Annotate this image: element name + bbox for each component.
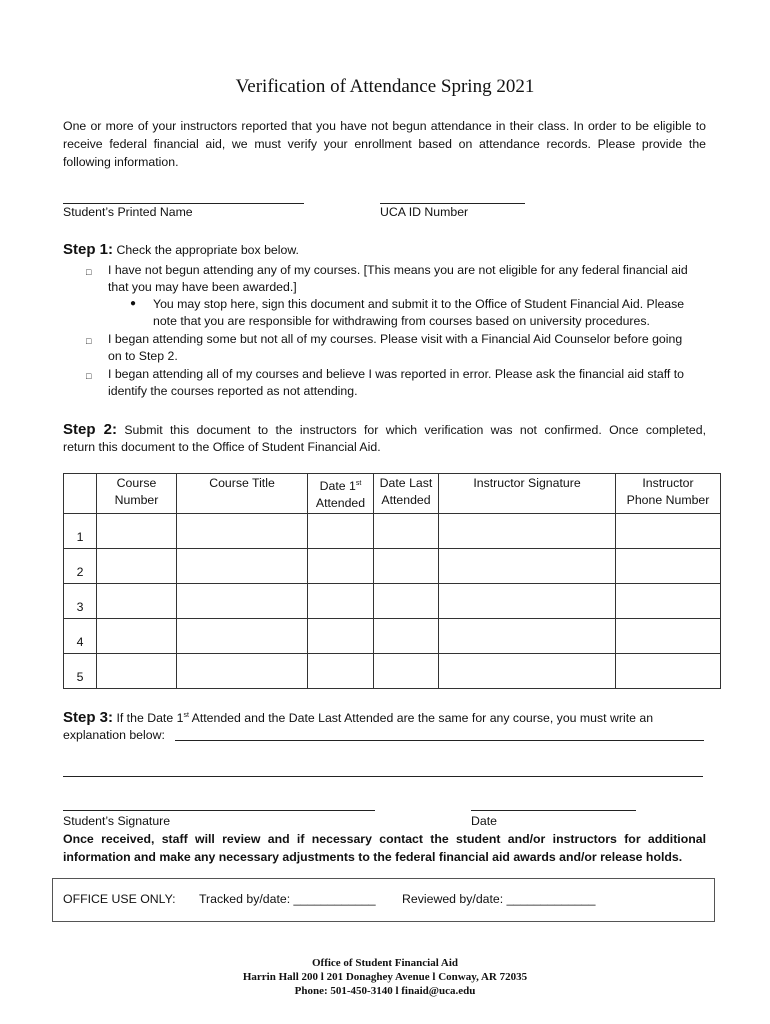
checkbox-some-attending[interactable]: □ [86,336,92,346]
date-first-cell[interactable] [308,514,374,549]
footer-address: Harrin Hall 200 l 201 Donaghey Avenue l Conway, AR 72035 [242,971,528,983]
intro-paragraph: One or more of your instructors reported that you have not begun attendance in their class. In order to be eligible to receive federal financial aid, we must verify your enrollment based on attendance records. Please provide the following information. [63,119,706,169]
step2-line2: return this document to the Office of Student Financial Aid. [63,440,381,454]
explanation-field-2[interactable] [63,776,703,777]
step3-sup: st [183,712,189,719]
checkbox-not-attending[interactable]: □ [86,267,92,277]
uca-id-label: UCA ID Number [380,205,469,219]
date-last-cell[interactable] [374,549,439,584]
student-name-label: Student’s Printed Name [63,205,193,219]
row-number: 1 [64,514,97,549]
header-row-number [64,474,97,514]
phone-cell[interactable] [616,514,721,549]
course-title-cell[interactable] [177,514,308,549]
date-last-cell[interactable] [374,584,439,619]
course-number-cell[interactable] [97,584,177,619]
date-last-cell[interactable] [374,654,439,689]
table-row [64,619,721,654]
signature-cell[interactable] [439,514,616,549]
header-instructor-phone: Instructor Phone Number [616,474,721,514]
date-first-cell[interactable] [308,549,374,584]
date-last-cell[interactable] [374,514,439,549]
course-number-cell[interactable] [97,549,177,584]
course-title-cell[interactable] [177,619,308,654]
date-label: Date [471,814,497,828]
phone-cell[interactable] [616,584,721,619]
reviewed-by-field: Reviewed by/date: _____________ [402,892,596,906]
date-first-cell[interactable] [308,654,374,689]
checkbox-all-attending[interactable]: □ [86,371,92,381]
phone-cell[interactable] [616,549,721,584]
header-date-first-attended: Date 1st Attended [308,474,374,514]
office-use-label: OFFICE USE ONLY: [63,892,176,906]
row-number: 3 [64,584,97,619]
signature-cell[interactable] [439,654,616,689]
date-last-cell[interactable] [374,619,439,654]
header-course-title: Course Title [177,474,308,514]
course-number-cell[interactable] [97,619,177,654]
row-number: 2 [64,549,97,584]
step3-text-b: Attended and the Date Last Attended are the same for any course, you must write an [188,711,654,726]
signature-cell[interactable] [439,619,616,654]
explanation-field-1[interactable] [175,740,704,741]
student-signature-field[interactable] [63,810,375,811]
step2-line1 [63,420,706,440]
step2-text: Submit this document to the instructors for which verification was not confirmed. Once completed, [124,423,707,437]
course-number-cell[interactable] [97,654,177,689]
step1-instruction: Check the appropriate box below. [116,243,299,257]
option-some-attending-line1: I began attending some but not all of my courses. Please visit with a Financial Aid Counselor before going [108,332,683,346]
table-row [64,654,721,689]
table-header-row [64,474,721,514]
phone-cell[interactable] [616,619,721,654]
attendance-table [63,473,721,689]
step1-label: Step 1: [63,241,114,258]
option-all-attending-line1: I began attending all of my courses and believe I was reported in error. Please ask the financial aid staff to [108,367,685,381]
bullet-note-line1: You may stop here, sign this document and submit it to the Office of Student Financial Aid. Please [153,297,685,311]
footer-office-name: Office of Student Financial Aid [311,957,459,969]
bullet-note-line2: note that you are responsible for withdrawing from courses based on university procedures. [153,314,650,328]
step1-heading [63,239,299,261]
option-not-attending-line2: that you may have been awarded.] [108,280,297,294]
course-title-cell[interactable] [177,549,308,584]
signature-cell[interactable] [439,584,616,619]
footer-contact: Phone: 501-450-3140 l finaid@uca.edu [294,985,476,997]
date-first-cell[interactable] [308,584,374,619]
option-not-attending-line1: I have not begun attending any of my courses. [This means you are not eligible for any federal financial aid [108,263,688,277]
row-number: 4 [64,619,97,654]
notice-line2: information and make any necessary adjustments to the federal financial aid awards and/or release holds. [63,850,683,864]
student-signature-label: Student’s Signature [63,814,171,828]
phone-cell[interactable] [616,654,721,689]
table-row [64,549,721,584]
step3-text-a: If the Date 1 [116,711,184,726]
row-number: 5 [64,654,97,689]
page-title: Verification of Attendance Spring 2021 [235,76,535,97]
step3-line2: explanation below: [63,728,165,742]
course-title-cell[interactable] [177,654,308,689]
option-some-attending-line2: on to Step 2. [108,349,178,363]
step2-label: Step 2: [63,421,117,438]
header-instructor-signature: Instructor Signature [439,474,616,514]
bullet-icon: ● [130,298,137,309]
tracked-by-field: Tracked by/date: ____________ [199,892,376,906]
table-row [64,514,721,549]
date-field[interactable] [471,810,636,811]
header-date-last-attended: Date Last Attended [374,474,439,514]
option-all-attending-line2: identify the courses reported as not attending. [108,384,358,398]
course-number-cell[interactable] [97,514,177,549]
notice-line1: Once received, staff will review and if necessary contact the student and/or instructors for additional [63,832,706,846]
step3-label: Step 3: [63,709,114,727]
table-row [64,584,721,619]
signature-cell[interactable] [439,549,616,584]
office-use-box [52,878,715,922]
course-title-cell[interactable] [177,584,308,619]
date-first-cell[interactable] [308,619,374,654]
header-course-number: Course Number [97,474,177,514]
